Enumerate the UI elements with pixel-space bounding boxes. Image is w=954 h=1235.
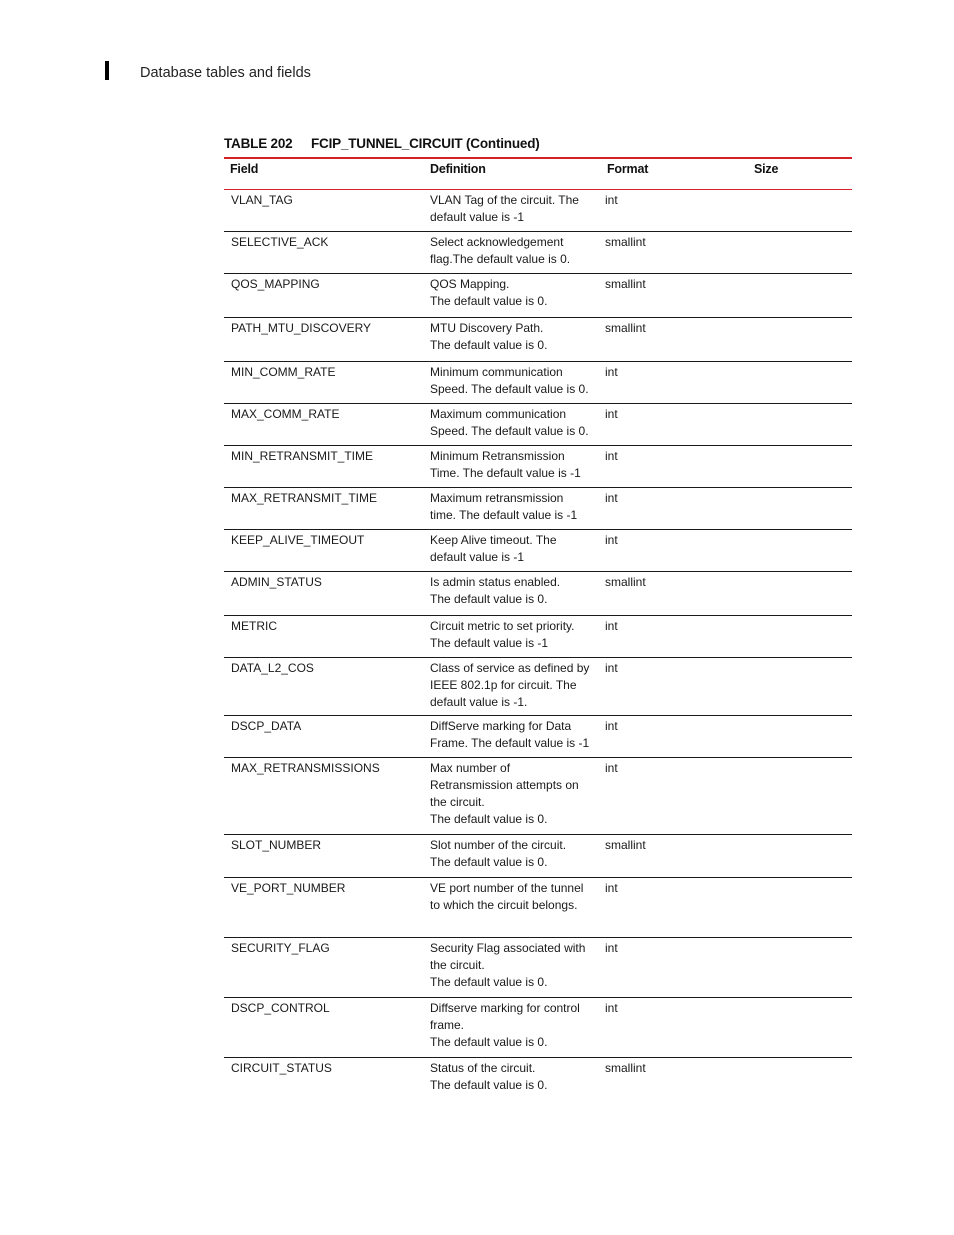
format-cell: int [601, 616, 748, 658]
field-cell: ADMIN_STATUS [224, 572, 424, 616]
format-cell: int [601, 716, 748, 758]
table-row [224, 716, 852, 758]
field-cell: MIN_RETRANSMIT_TIME [224, 446, 424, 488]
definition-cell: Maximum retransmission time. The default value is -1 [424, 488, 601, 530]
format-cell: int [601, 530, 748, 572]
definition-cell: Diffserve marking for control frame. The default value is 0. [424, 998, 601, 1058]
table-row [224, 274, 852, 318]
definition-cell: Minimum communication Speed. The default value is 0. [424, 362, 601, 404]
format-cell: smallint [601, 572, 748, 616]
table-title: FCIP_TUNNEL_CIRCUIT (Continued) [311, 136, 540, 151]
size-cell [748, 232, 852, 274]
definition-cell: Maximum communication Speed. The default value is 0. [424, 404, 601, 446]
field-cell: SELECTIVE_ACK [224, 232, 424, 274]
table-row [224, 232, 852, 274]
field-cell: DSCP_DATA [224, 716, 424, 758]
format-cell: smallint [601, 274, 748, 318]
format-cell: int [601, 758, 748, 835]
table-body [224, 190, 852, 1098]
table-row [224, 318, 852, 362]
format-cell: int [601, 998, 748, 1058]
format-cell: int [601, 658, 748, 716]
table-row [224, 488, 852, 530]
table-row [224, 658, 852, 716]
running-header: Database tables and fields [140, 65, 311, 81]
size-cell [748, 318, 852, 362]
fields-table [224, 157, 852, 1098]
field-cell: VE_PORT_NUMBER [224, 878, 424, 938]
definition-cell: Max number of Retransmission attempts on the circuit. The default value is 0. [424, 758, 601, 835]
field-cell: MAX_COMM_RATE [224, 404, 424, 446]
size-cell [748, 716, 852, 758]
table-row [224, 362, 852, 404]
column-header-size: Size [754, 162, 779, 176]
definition-cell: QOS Mapping. The default value is 0. [424, 274, 601, 318]
definition-cell: VLAN Tag of the circuit. The default value is -1 [424, 190, 601, 232]
size-cell [748, 938, 852, 998]
size-cell [748, 274, 852, 318]
table-row [224, 530, 852, 572]
table-row [224, 835, 852, 878]
definition-cell: Slot number of the circuit. The default value is 0. [424, 835, 601, 878]
table-container [224, 157, 852, 1098]
field-cell: MAX_RETRANSMIT_TIME [224, 488, 424, 530]
table-row [224, 572, 852, 616]
field-cell: METRIC [224, 616, 424, 658]
field-cell: SECURITY_FLAG [224, 938, 424, 998]
size-cell [748, 446, 852, 488]
format-cell: smallint [601, 232, 748, 274]
definition-cell: Circuit metric to set priority. The default value is -1 [424, 616, 601, 658]
size-cell [748, 404, 852, 446]
format-cell: smallint [601, 318, 748, 362]
size-cell [748, 878, 852, 938]
definition-cell: Class of service as defined by IEEE 802.1p for circuit. The default value is -1. [424, 658, 601, 716]
field-cell: VLAN_TAG [224, 190, 424, 232]
definition-cell: MTU Discovery Path. The default value is 0. [424, 318, 601, 362]
field-cell: SLOT_NUMBER [224, 835, 424, 878]
field-cell: DSCP_CONTROL [224, 998, 424, 1058]
size-cell [748, 758, 852, 835]
definition-cell: DiffServe marking for Data Frame. The default value is -1 [424, 716, 601, 758]
definition-cell: Status of the circuit. The default value is 0. [430, 1061, 548, 1092]
definition-cell: Is admin status enabled. The default value is 0. [424, 572, 601, 616]
field-cell: PATH_MTU_DISCOVERY [224, 318, 424, 362]
format-cell: int [601, 446, 748, 488]
definition-cell: VE port number of the tunnel to which the circuit belongs. [424, 878, 601, 938]
table-row [224, 616, 852, 658]
table-row [224, 446, 852, 488]
format-cell: smallint [601, 835, 748, 878]
column-header-field: Field [230, 162, 259, 176]
format-cell: int [601, 404, 748, 446]
format-cell: int [601, 488, 748, 530]
table-row [224, 1058, 852, 1098]
size-cell [748, 362, 852, 404]
field-cell: DATA_L2_COS [224, 658, 424, 716]
table-number: TABLE 202 [224, 136, 293, 151]
column-header-definition: Definition [430, 162, 486, 176]
field-cell: MAX_RETRANSMISSIONS [224, 758, 424, 835]
table-row [224, 758, 852, 835]
size-cell [748, 616, 852, 658]
format-cell: int [601, 938, 748, 998]
format-cell: smallint [605, 1061, 646, 1075]
size-cell [748, 658, 852, 716]
field-cell: KEEP_ALIVE_TIMEOUT [224, 530, 424, 572]
table-row [224, 878, 852, 938]
size-cell [748, 488, 852, 530]
size-cell [748, 190, 852, 232]
table-row [224, 938, 852, 998]
definition-cell: Minimum Retransmission Time. The default value is -1 [424, 446, 601, 488]
size-cell [748, 835, 852, 878]
table-caption [224, 136, 540, 151]
size-cell [748, 998, 852, 1058]
field-cell: CIRCUIT_STATUS [231, 1061, 332, 1075]
size-cell [748, 530, 852, 572]
table-row [224, 404, 852, 446]
definition-cell: Security Flag associated with the circuit. The default value is 0. [424, 938, 601, 998]
table-header-row [224, 158, 852, 190]
definition-cell: Keep Alive timeout. The default value is -1 [424, 530, 601, 572]
field-cell: MIN_COMM_RATE [224, 362, 424, 404]
size-cell [748, 1058, 852, 1098]
margin-change-bar [105, 61, 109, 80]
table-row [224, 190, 852, 232]
table-row [224, 998, 852, 1058]
column-header-format: Format [607, 162, 649, 176]
definition-cell: Select acknowledgement flag.The default value is 0. [424, 232, 601, 274]
field-cell: QOS_MAPPING [224, 274, 424, 318]
size-cell [748, 572, 852, 616]
format-cell: int [601, 878, 748, 938]
format-cell: int [601, 362, 748, 404]
format-cell: int [601, 190, 748, 232]
